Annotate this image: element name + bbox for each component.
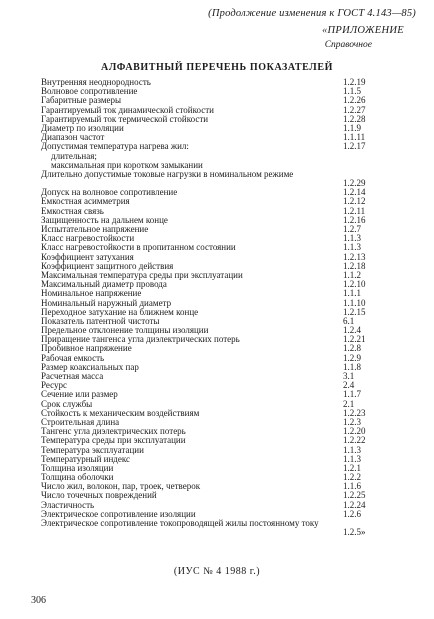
item-code: 1.2.28 [343,113,366,124]
item-code: 1.1.1 [343,288,361,299]
item-subitem: максимальная при коротком замыкании [51,159,203,170]
list-item [31,372,391,381]
list-item [31,170,391,188]
item-heading: Допустимая температура нагрева жил: [41,141,189,152]
item-name: Волновое сопротивление [41,86,138,97]
item-code: 1.2.11 [343,205,366,216]
item-code: 1.2.22 [343,435,366,446]
item-code: 1.1.10 [343,297,366,308]
item-code: 1.2.15 [343,306,366,317]
item-code: 1.2.29 [343,178,366,189]
item-code: 1.1.9 [343,122,361,133]
item-subitem: длительная; [51,150,97,161]
item-name: Эластичность [41,499,95,510]
item-code: 1.1.2 [343,269,361,280]
item-name: Класс нагревостойкости [41,233,135,244]
item-code: 6.1 [343,315,355,326]
list-item [31,142,391,170]
item-code: 1.1.8 [343,361,361,372]
item-name: Показатель патентной чистоты [41,315,160,326]
item-code: 1.2.21 [343,334,366,345]
item-name: Коэффициент затухания [41,251,134,262]
item-code: 1.1.5 [343,86,361,97]
item-name: Размер коаксиальных пар [41,361,139,372]
item-name: Переходное затухание на ближнем конце [41,306,199,317]
item-code: 1.2.7 [343,224,361,235]
item-code: 1.2.16 [343,214,366,225]
item-code: 1.2.8 [343,343,361,354]
item-code: 2.4 [343,380,355,391]
item-name: Диаметр по изоляции [41,122,124,133]
item-code: 1.2.27 [343,104,366,115]
item-name: Пробивное напряжение [41,343,132,354]
item-name: Температурный индекс [41,453,131,464]
item-code: 1.2.4 [343,325,361,336]
item-name: Число жил, волокон, пар, троек, четверок [41,481,201,492]
item-name: Рабочая емкость [41,352,105,363]
item-name [41,142,361,170]
item-name: Толщина оболочки [41,472,114,483]
item-code: 1.1.3 [343,233,361,244]
list-item [31,519,391,537]
item-name: Тангенс угла диэлектрических потерь [41,426,186,437]
item-name: Максимальная температура среды при эксплуатации [41,269,243,280]
item-name: Стойкость к механическим воздействиям [41,407,200,418]
page-number: 306 [31,595,46,606]
item-name: Номинальный наружный диаметр [41,297,172,308]
item-name: Предельное отклонение толщины изоляции [41,325,209,336]
item-code: 1.2.5» [343,527,366,538]
item-code: 1.1.6 [343,481,361,492]
reference-label: Справочное [324,40,372,50]
item-name: Толщина изоляции [41,462,114,473]
item-name: Длительно допустимые токовые нагрузки в номинальном режиме [41,168,294,179]
item-name: Гарантируемый ток термической стойкости [41,113,209,124]
indicator-list [31,78,391,537]
item-name: Температура эксплуатации [41,444,144,455]
item-code: 1.2.1 [343,462,361,473]
item-name: Номинальное напряжение [41,288,142,299]
item-name: Диапазон частот [41,132,105,143]
item-code: 1.2.2 [343,472,361,483]
item-name: Защищенность на дальнем конце [41,214,168,225]
amendment-note: (ИУС № 4 1988 г.) [173,566,261,577]
item-name: Число точечных повреждений [41,490,157,501]
item-code: 1.2.14 [343,187,366,198]
item-code: 2.1 [343,398,355,409]
item-code: 1.2.3 [343,416,361,427]
item-name: Расчетная масса [41,371,104,382]
item-code: 1.2.12 [343,196,366,207]
item-name: Ресурс [41,380,67,391]
item-code: 1.2.13 [343,251,366,262]
item-code: 3.1 [343,371,355,382]
item-name: Электрическое сопротивление токопроводящей жилы постоянному току [41,518,319,529]
item-name: Температура среды при эксплуатации [41,435,186,446]
item-name: Класс нагревостойкости в пропитанном состоянии [41,242,236,253]
item-code: 1.1.3 [343,444,361,455]
item-code: 1.2.26 [343,95,366,106]
item-name: Габаритные размеры [41,95,122,106]
item-code: 1.2.6 [343,508,361,519]
item-code: 1.1.11 [343,132,366,143]
item-code: 1.2.10 [343,279,366,290]
item-name: Срок службы [41,398,93,409]
item-name: Приращение тангенса угла диэлектрических потерь [41,334,240,345]
page-title: АЛФАВИТНЫЙ ПЕРЕЧЕНЬ ПОКАЗАТЕЛЕЙ [101,62,333,73]
item-name: Гарантируемый ток динамической стойкости [41,104,214,115]
item-code: 1.2.17 [343,141,366,152]
item-code: 1.2.18 [343,260,366,271]
item-code: 1.2.23 [343,407,366,418]
item-name: Строительная длина [41,416,120,427]
item-name: Емкостная асимметрия [41,196,130,207]
item-name: Электрическое сопротивление изоляции [41,508,196,519]
item-code: 1.1.7 [343,389,361,400]
item-name: Допуск на волновое сопротивление [41,187,178,198]
item-code: 1.2.9 [343,352,361,363]
item-code: 1.2.20 [343,426,366,437]
item-code: 1.1.3 [343,453,361,464]
item-name: Коэффициент защитного действия [41,260,174,271]
item-name: Внутренняя неоднородность [41,77,151,87]
item-name: Сечение или размер [41,389,118,400]
item-code: 1.2.25 [343,490,366,501]
item-name: Максимальный диаметр провода [41,279,167,290]
item-code: 1.1.3 [343,242,361,253]
item-name: Испытательное напряжение [41,224,149,235]
item-name: Емкостная связь [41,205,104,216]
item-code: 1.2.24 [343,499,366,510]
continuation-header: (Продолжение изменения к ГОСТ 4.143—85) [208,8,416,19]
appendix-label: «ПРИЛОЖЕНИЕ [321,25,404,36]
item-code: 1.2.19 [343,77,366,87]
